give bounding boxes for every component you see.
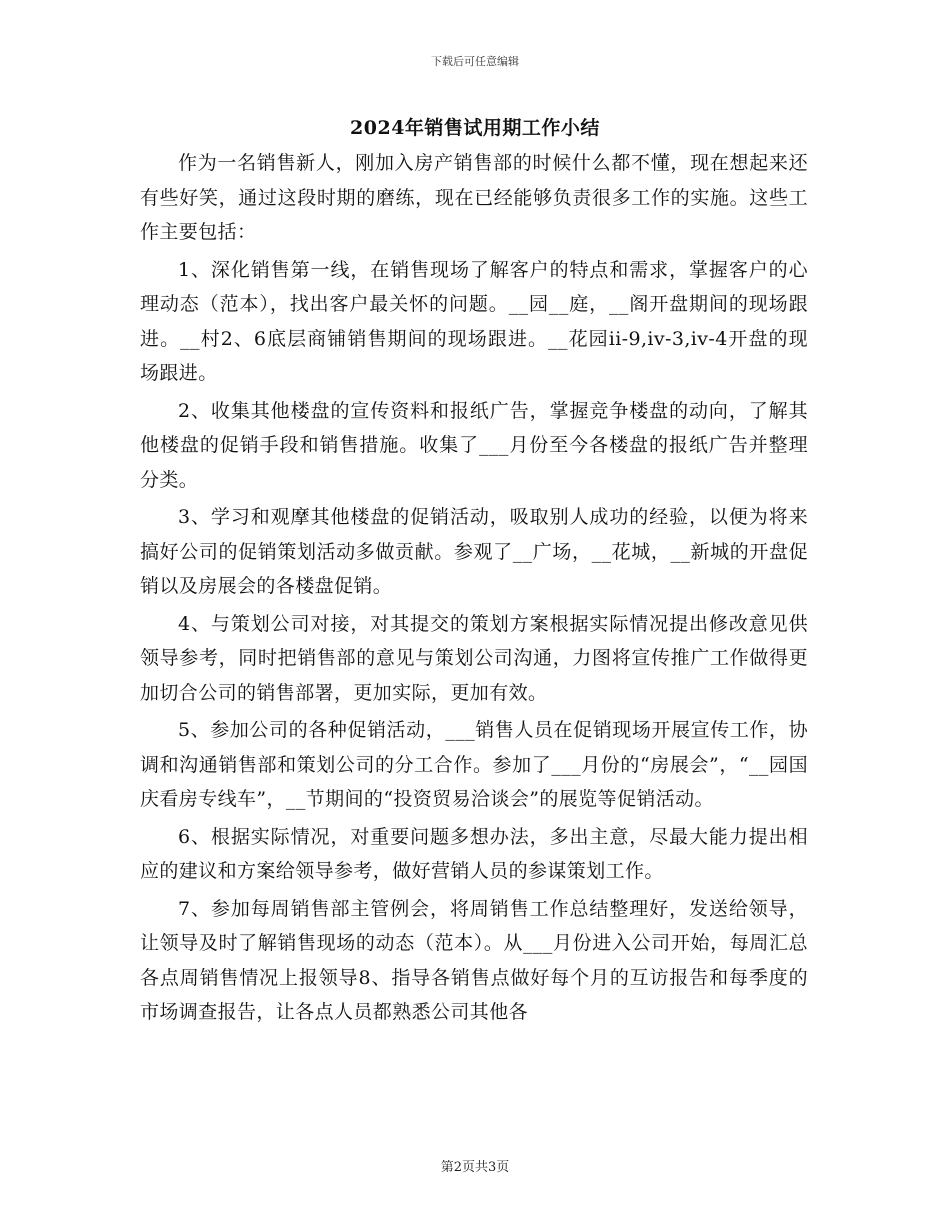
page-number: 第2页共3页 xyxy=(440,1160,510,1175)
paragraph-item-1: 1、深化销售第一线，在销售现场了解客户的特点和需求，掌握客户的心理动态（范本），找出客户最关怀的问题。__园__庭，__阁开盘期间的现场跟进。__村2、6底层商铺销售期间的现场跟进。__花园ii-9,iv-3,iv-4开盘的现场跟进。 xyxy=(140,258,808,384)
paragraph-item-4: 4、与策划公司对接，对其提交的策划方案根据实际情况提出修改意见供领导参考，同时把销售部的意见与策划公司沟通，力图将宣传推广工作做得更加切合公司的销售部署，更加实际，更加有效。 xyxy=(140,612,808,704)
document-body xyxy=(140,146,808,1030)
paragraph-item-2: 2、收集其他楼盘的宣传资料和报纸广告，掌握竞争楼盘的动向，了解其他楼盘的促销手段和销售措施。收集了___月份至今各楼盘的报纸广告并整理分类。 xyxy=(140,399,808,491)
header-note: 下载后可任意编辑 xyxy=(431,55,519,68)
paragraph-intro: 作为一名销售新人，刚加入房产销售部的时候什么都不懂，现在想起来还有些好笑，通过这段时期的磨练，现在已经能够负责很多工作的实施。这些工作主要包括： xyxy=(140,152,808,243)
paragraph-item-5: 5、参加公司的各种促销活动，___销售人员在促销现场开展宣传工作，协调和沟通销售部和策划公司的分工合作。参加了___月份的“房展会”，“__园国庆看房专线车”，__节期间的“投资贸易洽谈会”的展览等促销活动。 xyxy=(140,719,808,810)
paragraph-item-3: 3、学习和观摩其他楼盘的促销活动，吸取别人成功的经验，以便为将来搞好公司的促销策划活动多做贡献。参观了__广场，__花城，__新城的开盘促销以及房展会的各楼盘促销。 xyxy=(140,506,808,597)
paragraph-item-7: 7、参加每周销售部主管例会，将周销售工作总结整理好，发送给领导，让领导及时了解销售现场的动态（范本）。从___月份进入公司开始，每周汇总各点周销售情况上报领导8、指导各销售点做好每个月的互访报告和每季度的市场调查报告，让各点人员都熟悉公司其他各 xyxy=(140,897,808,1023)
paragraph-item-6: 6、根据实际情况，对重要问题多想办法，多出主意，尽最大能力提出相应的建议和方案给领导参考，做好营销人员的参谋策划工作。 xyxy=(140,825,808,882)
document-title: 2024年销售试用期工作小结 xyxy=(350,117,600,139)
